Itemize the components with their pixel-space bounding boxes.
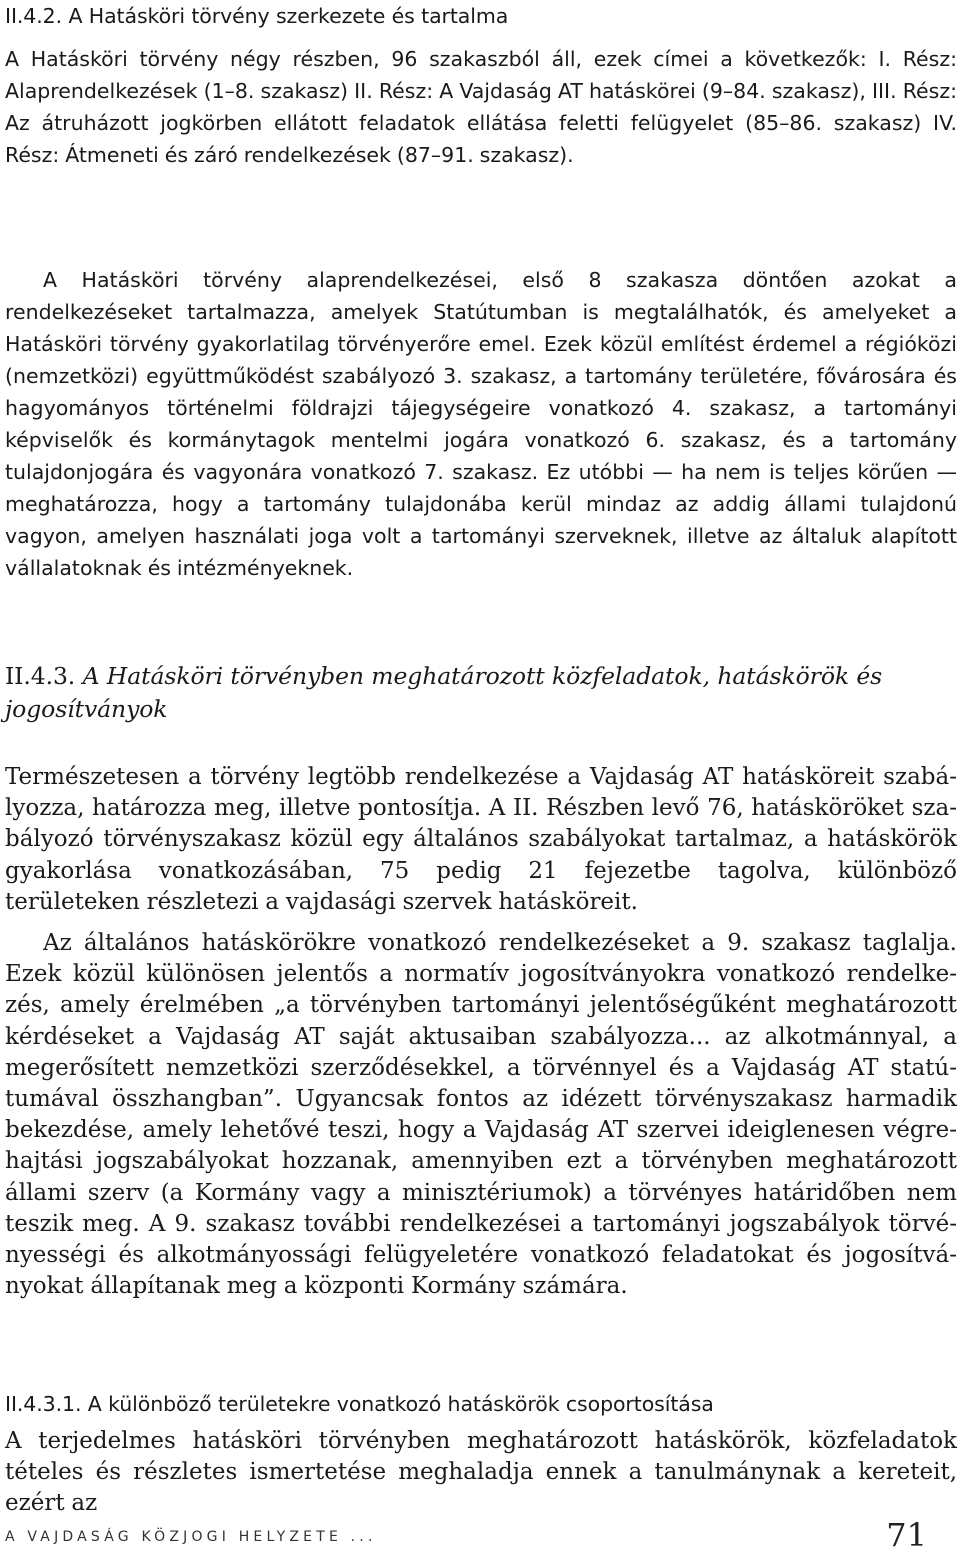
footer-running-title: A VAJDASÁG KÖZJOGI HELYZETE ...: [5, 1529, 377, 1545]
section-heading-ii-4-2: II.4.2. A Hatásköri törvény szerkezete és tartalma: [5, 4, 509, 28]
paragraph-hataskorok-intro: Természetesen a törvény legtöbb rendelkezése a Vajdaság AT hatásköreit szabályozza, határozza meg, illetve pontosítja. A II. Részben levő 76, hatásköröket szabályozó törvényszakasz közül egy általános szabályokat tartalmaz, a hatáskörök gyakorlása vonatkozásában, 75 pedig 21 fejezetbe tagolva, különböző területeken részletezi a vajdasági szervek hatásköreit.: [5, 764, 957, 915]
section-heading-ii-4-3: [5, 660, 957, 726]
section-heading-number: II.4.3.: [5, 662, 76, 690]
section-heading-ii-4-3-1: II.4.3.1. A különböző területekre vonatkozó hatáskörök csoportosítása: [5, 1392, 714, 1416]
paragraph-altalanos-hataskorok: Az általános hatáskörökre vonatkozó rendelkezéseket a 9. szakasz taglalja. Ezek közül különösen jelentős a normatív jogosítványokra vonatkozó rendelkezés, amely érelmében „a törvényben tartományi jelentőségűként meghatározott kérdéseket a Vajdaság AT saját aktusaiban szabályozza... az alkotmánnyal, a megerősített nemzetközi szerződésekkel, a törvénnyel és a Vajdaság AT statútumával összhangban”. Ugyancsak fontos az idézett törvényszakasz harmadik bekezdése, amely lehetővé teszi, hogy a Vajdaság AT szervei ideiglenesen végrehajtási jogszabályokat hozzanak, amennyiben ezt a törvényben meghatározott állami szerv (a Kormány vagy a minisztériumok) a törvényes határidőben nem teszik meg. A 9. szakasz további rendelkezései a tartományi jogszabályok törvényességi és alkotmányossági felügyeletére vonatkozó feladatokat és jogosítványokat állapítanak meg a központi Kormány számára.: [5, 930, 957, 1300]
paragraph-terjedelmes: A terjedelmes hatásköri törvényben meghatározott hatáskörök, közfeladatok tételes és részletes ismertetése meghaladja ennek a tanulmánynak a kereteit, ezért az: [5, 1428, 957, 1517]
footer-page-number: 71: [886, 1516, 927, 1554]
paragraph-structure: A Hatásköri törvény négy részben, 96 szakaszból áll, ezek címei a következők: I. Rész: Alaprendelkezések (1–8. szakasz) II. Rész: A Vajdaság AT hatáskörei (9–84. szakasz), III. Rész: Az átruházott jogkörben ellátott feladatok ellátása feletti felügyelet (85–86. szakasz) IV. Rész: Átmeneti és záró rendelkezések (87–91. szakasz).: [5, 47, 957, 167]
paragraph-alaprendelkezesek: A Hatásköri törvény alaprendelkezései, első 8 szakasza döntően azokat a rendelkezéseket tartalmazza, amelyek Statútumban is megtalálhatók, és amelyeket a Hatásköri törvény gyakorlatilag törvényerőre emel. Ezek közül említést érdemel a régióközi (nemzetközi) együttműködést szabályozó 3. szakasz, a tartomány területére, fővárosára és hagyományos történelmi földrajzi tájegységeire vonatkozó 4. szakasz, a tartományi képviselők és kormánytagok mentelmi jogára vonatkozó 6. szakasz, és a tartomány tulajdonjogára és vagyonára vonatkozó 7. szakasz. Ez utóbbi — ha nem is teljes körűen — meghatározza, hogy a tartomány tulajdonába kerül mindaz az addig állami tulajdonú vagyon, amelyen használati joga volt a tartományi szerveknek, illetve az általuk alapított vállalatoknak és intézményeknek.: [5, 268, 957, 580]
section-heading-title: A Hatásköri törvényben meghatározott közfeladatok, hatáskörök és jogosítványok: [5, 662, 883, 723]
document-page: [5, 0, 957, 1559]
